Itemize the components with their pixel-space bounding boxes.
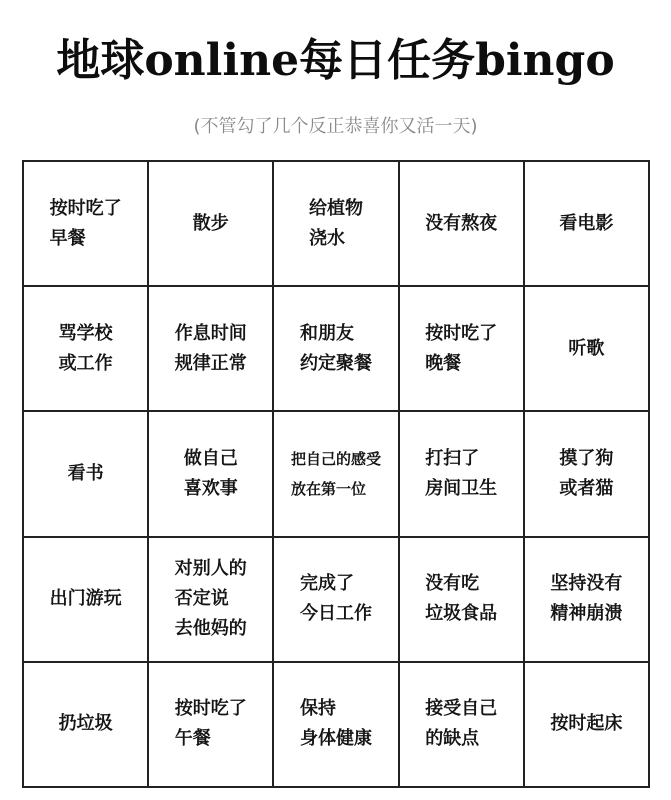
- bingo-cell[interactable]: [400, 538, 525, 663]
- bingo-cell[interactable]: [525, 287, 650, 412]
- bingo-cell[interactable]: [149, 287, 274, 412]
- bingo-cell-label: 给植物 浇水: [308, 197, 363, 249]
- bingo-cell[interactable]: [274, 287, 399, 412]
- bingo-cell[interactable]: [400, 287, 525, 412]
- bingo-cell-label: 没有熬夜: [425, 212, 498, 234]
- bingo-cell[interactable]: [274, 538, 399, 663]
- bingo-cell[interactable]: [24, 412, 149, 537]
- bingo-cell-label: 出门游玩: [49, 588, 122, 610]
- bingo-cell-label: 散步: [192, 212, 229, 234]
- bingo-cell-label: 坚持没有 精神崩溃: [550, 573, 623, 625]
- bingo-cell-label: 骂学校 或工作: [58, 322, 113, 374]
- page-title: 地球online每日任务bingo: [56, 35, 615, 86]
- bingo-cell-label: 完成了 今日工作: [299, 573, 372, 625]
- bingo-cell[interactable]: [149, 412, 274, 537]
- bingo-cell-label: 作息时间 规律正常: [174, 322, 247, 374]
- bingo-cell[interactable]: [525, 412, 650, 537]
- bingo-cell-label: 保持 身体健康: [299, 698, 372, 750]
- bingo-cell[interactable]: [149, 162, 274, 287]
- bingo-cell-label: 没有吃 垃圾食品: [425, 573, 498, 625]
- bingo-cell-label: 按时吃了 晚餐: [425, 322, 498, 374]
- bingo-grid: [22, 160, 650, 788]
- bingo-cell[interactable]: [24, 538, 149, 663]
- page-subtitle: (不管勾了几个反正恭喜你又活一天): [193, 116, 478, 137]
- bingo-cell[interactable]: [400, 663, 525, 788]
- bingo-cell-label: 做自己 喜欢事: [183, 447, 238, 499]
- bingo-cell-label: 按时吃了 早餐: [49, 197, 122, 249]
- bingo-cell-label: 按时吃了 午餐: [174, 698, 247, 750]
- bingo-cell[interactable]: [525, 538, 650, 663]
- bingo-cell-label: 把自己的感受 放在第一位: [290, 449, 381, 498]
- bingo-cell[interactable]: [24, 663, 149, 788]
- bingo-cell[interactable]: [149, 538, 274, 663]
- bingo-cell[interactable]: [149, 663, 274, 788]
- bingo-cell-label: 听歌: [568, 337, 605, 359]
- bingo-cell[interactable]: [400, 162, 525, 287]
- bingo-cell-label: 摸了狗 或者猫: [559, 447, 614, 499]
- bingo-cell-label: 对别人的 否定说 去他妈的: [174, 558, 247, 640]
- bingo-cell[interactable]: [525, 663, 650, 788]
- bingo-cell[interactable]: [400, 412, 525, 537]
- bingo-cell-label: 看书: [67, 462, 104, 484]
- bingo-cell[interactable]: [274, 162, 399, 287]
- bingo-cell[interactable]: [274, 412, 399, 537]
- bingo-cell-label: 看电影: [559, 212, 614, 234]
- bingo-cell-label: 接受自己 的缺点: [425, 698, 498, 750]
- bingo-cell-label: 打扫了 房间卫生: [425, 447, 498, 499]
- bingo-cell-label: 按时起床: [550, 713, 623, 735]
- bingo-cell[interactable]: [24, 287, 149, 412]
- bingo-cell[interactable]: [24, 162, 149, 287]
- bingo-cell-label: 和朋友 约定聚餐: [299, 322, 372, 374]
- bingo-cell[interactable]: [274, 663, 399, 788]
- bingo-cell[interactable]: [525, 162, 650, 287]
- bingo-cell-label: 扔垃圾: [58, 713, 113, 735]
